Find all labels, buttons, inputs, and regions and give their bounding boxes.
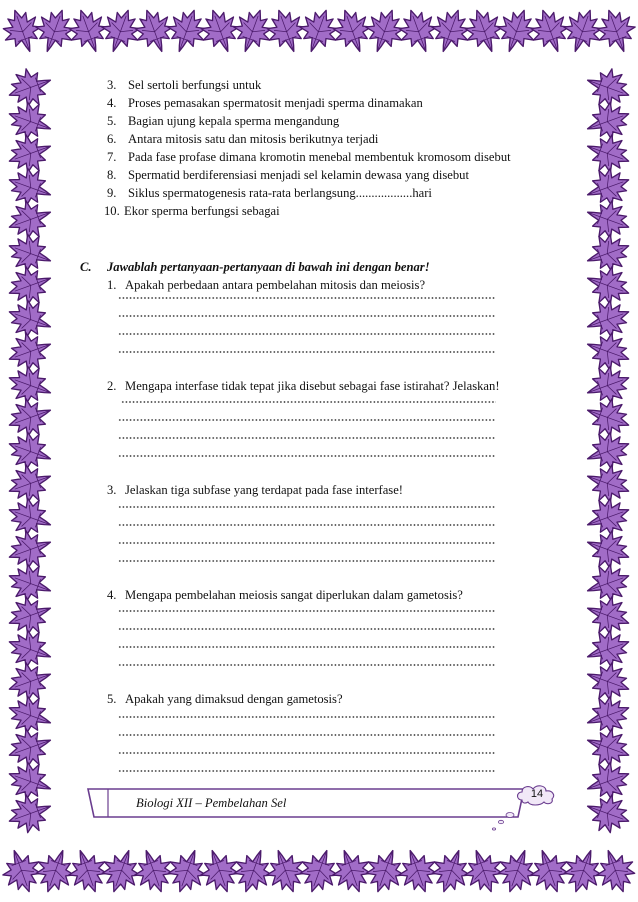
answer-line[interactable] <box>118 315 496 317</box>
answer-line[interactable] <box>118 506 496 508</box>
question-number: 2. <box>107 379 117 393</box>
question-text: Apakah perbedaan antara pembelahan mitosis dan meiosis? <box>125 278 426 292</box>
answer-line[interactable] <box>118 351 496 353</box>
question-number: 5. <box>107 692 117 706</box>
section-label: C. <box>80 260 92 274</box>
answer-line[interactable] <box>118 455 496 457</box>
list-item-number: 8. <box>107 168 117 182</box>
question-number: 1. <box>107 278 117 292</box>
list-item-text: Ekor sperma berfungsi sebagai <box>124 204 280 218</box>
question-text: Apakah yang dimaksud dengan gametosis? <box>125 692 343 706</box>
answer-line[interactable] <box>118 297 496 299</box>
question-number: 4. <box>107 588 117 602</box>
answer-line[interactable] <box>118 628 496 630</box>
answer-line[interactable] <box>118 770 496 772</box>
list-item-number: 4. <box>107 96 117 110</box>
list-item-text: Siklus spermatogenesis rata-rata berlangsung..................hari <box>128 186 432 200</box>
answer-line[interactable] <box>118 524 496 526</box>
question-number: 3. <box>107 483 117 497</box>
answer-line[interactable] <box>118 437 496 439</box>
list-item-text: Spermatid berdiferensiasi menjadi sel kelamin dewasa yang disebut <box>128 168 469 182</box>
answer-line[interactable] <box>118 610 496 612</box>
question-text: Mengapa interfase tidak tepat jika disebut sebagai fase istirahat? Jelaskan! <box>125 379 500 393</box>
list-item-number: 5. <box>107 114 117 128</box>
answer-line[interactable] <box>118 734 496 736</box>
list-item-text: Proses pemasakan spermatosit menjadi sperma dinamakan <box>128 96 423 110</box>
list-item-text: Pada fase profase dimana kromotin menebal membentuk kromosom disebut <box>128 150 511 164</box>
answer-line[interactable] <box>118 664 496 666</box>
answer-line[interactable] <box>118 646 496 648</box>
list-item-number: 10. <box>104 204 120 218</box>
answer-line[interactable] <box>118 333 496 335</box>
answer-line[interactable] <box>121 401 496 403</box>
list-item-number: 3. <box>107 78 117 92</box>
answer-line[interactable] <box>118 752 496 754</box>
cloud-trail-icon <box>488 810 518 834</box>
answer-line[interactable] <box>118 716 496 718</box>
section-title: Jawablah pertanyaan-pertanyaan di bawah ini dengan benar! <box>107 260 430 274</box>
answer-line[interactable] <box>118 560 496 562</box>
list-item-text: Bagian ujung kepala sperma mengandung <box>128 114 340 128</box>
question-text: Jelaskan tiga subfase yang terdapat pada fase interfase! <box>125 483 403 497</box>
answer-line[interactable] <box>118 542 496 544</box>
footer-title: Biologi XII – Pembelahan Sel <box>136 796 287 810</box>
list-item-number: 9. <box>107 186 117 200</box>
page-number: 14 <box>530 788 544 800</box>
question-text: Mengapa pembelahan meiosis sangat diperlukan dalam gametosis? <box>125 588 463 602</box>
list-item-text: Antara mitosis satu dan mitosis berikutnya terjadi <box>128 132 379 146</box>
list-item-number: 7. <box>107 150 117 164</box>
list-item-number: 6. <box>107 132 117 146</box>
answer-line[interactable] <box>118 419 496 421</box>
list-item-text: Sel sertoli berfungsi untuk <box>128 78 262 92</box>
